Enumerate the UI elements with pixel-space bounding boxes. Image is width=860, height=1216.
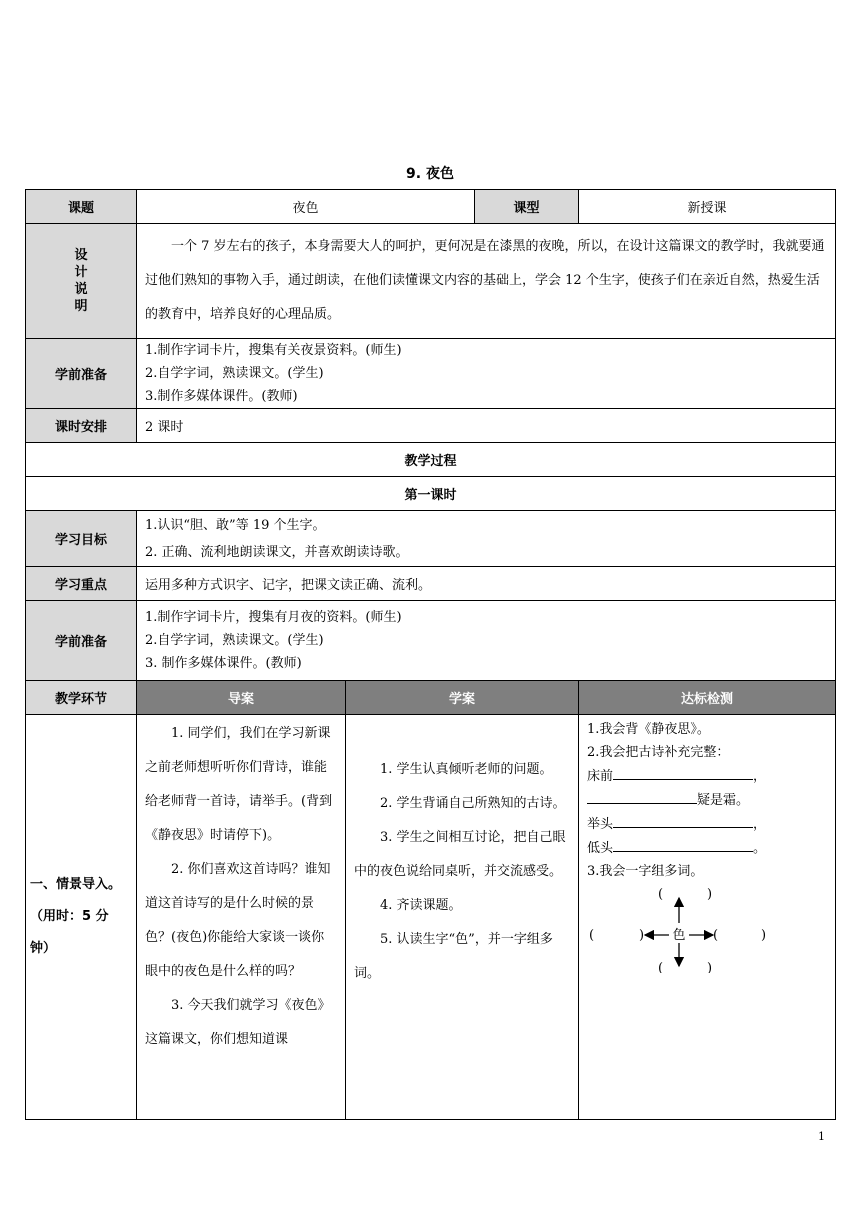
type-value: 新授课	[579, 190, 836, 224]
period-heading: 第一课时	[26, 477, 836, 511]
prep-item: 1.制作字词卡片，搜集有关夜景资料。(师生)	[145, 343, 402, 358]
learn-paragraph: 1. 学生认真倾听老师的问题。	[380, 762, 553, 777]
process-heading-row	[26, 443, 836, 477]
blank-top-close: )	[707, 887, 713, 902]
goal-item: 1.认识“胆、敢”等 19 个生字。	[145, 517, 326, 533]
column-header-row	[26, 681, 836, 715]
poem-line-d: 低头 。	[587, 836, 827, 860]
center-char: 色	[672, 928, 686, 943]
stage1-learn	[346, 715, 579, 1120]
prep2-item: 1.制作字词卡片，搜集有月夜的资料。(师生)	[145, 610, 402, 625]
word-web-diagram	[587, 883, 787, 973]
focus-value: 运用多种方式识字、记字，把课文读正确、流利。	[137, 567, 836, 601]
stage1-name	[26, 715, 137, 1120]
fill-blank[interactable]	[613, 812, 753, 828]
design-label-char: 计	[74, 265, 88, 280]
process-heading: 教学过程	[26, 443, 836, 477]
topic-row	[26, 190, 836, 224]
schedule-value: 2 课时	[137, 409, 836, 443]
prep2-label: 学前准备	[26, 601, 137, 681]
design-text-cell	[137, 224, 836, 339]
stage1-check	[579, 715, 836, 1120]
blank-right-close: )	[761, 928, 767, 943]
col-guide-header: 导案	[137, 681, 346, 715]
poem-line-c: 举头 ，	[587, 812, 827, 836]
fill-blank[interactable]	[613, 764, 753, 780]
design-row	[26, 224, 836, 339]
goals-row	[26, 511, 836, 567]
col-learn-header: 学案	[346, 681, 579, 715]
blank-top-open: (	[658, 887, 664, 902]
blank-left-close: )	[639, 928, 645, 943]
learn-paragraph: 2. 学生背诵自己所熟知的古诗。	[380, 796, 566, 811]
blank-right-open: (	[713, 928, 719, 943]
prep2-item: 3. 制作多媒体课件。(教师)	[145, 656, 302, 671]
prep-label: 学前准备	[26, 339, 137, 409]
check-item-3: 3.我会一字组多词。	[587, 864, 704, 879]
col-stage-header: 教学环节	[26, 681, 137, 715]
goal-item: 2. 正确、流利地朗读课文，并喜欢朗读诗歌。	[145, 544, 409, 560]
guide-paragraph: 3. 今天我们就学习《夜色》这篇课文，你们想知道课	[145, 998, 331, 1047]
prep-items	[137, 339, 836, 409]
topic-label: 课题	[26, 190, 137, 224]
poem-line-b: 疑是霜。	[587, 788, 827, 812]
design-text: 一个 7 岁左右的孩子，本身需要大人的呵护，更何况是在漆黑的夜晚，所以，在设计这篇课文的教学时，我就要通过他们熟知的事物入手，通过朗读，在他们读懂课文内容的基础上，学会 12 个生字，使孩子们在亲近自然，热爱生活的教育中，培养良好的心理品质。	[145, 239, 825, 322]
blank-bottom-close: )	[707, 961, 713, 973]
check-item-2: 2.我会把古诗补充完整：	[587, 745, 730, 760]
prep-item: 3.制作多媒体课件。(教师)	[145, 389, 298, 404]
prep2-item: 2.自学字词，熟读课文。(学生)	[145, 633, 324, 648]
lesson-plan-table	[25, 189, 836, 1120]
prep-row	[26, 339, 836, 409]
period-heading-row	[26, 477, 836, 511]
poem-line-a: 床前 ，	[587, 764, 827, 788]
fill-blank[interactable]	[587, 788, 697, 804]
page-number: 1	[818, 1130, 825, 1143]
stage1-name-line: 钟）	[30, 941, 57, 956]
learn-paragraph: 5. 认读生字“色”，并一字组多词。	[354, 932, 553, 981]
document-title: 9. 夜色	[406, 166, 454, 182]
design-label-char: 设	[74, 248, 88, 263]
design-label-char: 明	[74, 299, 88, 314]
focus-label: 学习重点	[26, 567, 137, 601]
guide-paragraph: 1. 同学们，我们在学习新课之前老师想听听你们背诗，谁能给老师背一首诗，请举手。(背到《静夜思》时请停下)。	[145, 726, 333, 843]
design-label	[26, 224, 137, 339]
prep-item: 2.自学字词，熟读课文。(学生)	[145, 366, 324, 381]
learn-paragraph: 4. 齐读课题。	[380, 898, 462, 913]
topic-value: 夜色	[137, 190, 475, 224]
stage1-row	[26, 715, 836, 1120]
stage1-guide	[137, 715, 346, 1120]
blank-left-open: (	[589, 928, 595, 943]
design-label-char: 说	[74, 282, 88, 297]
stage1-name-line: 一、情景导入。	[30, 877, 122, 892]
blank-bottom-open: (	[658, 961, 664, 973]
col-check-header: 达标检测	[579, 681, 836, 715]
goals-label: 学习目标	[26, 511, 137, 567]
prep2-items	[137, 601, 836, 681]
schedule-label: 课时安排	[26, 409, 137, 443]
check-item-1: 1.我会背《静夜思》。	[587, 722, 710, 737]
type-label: 课型	[475, 190, 579, 224]
fill-blank[interactable]	[613, 836, 753, 852]
schedule-row	[26, 409, 836, 443]
guide-paragraph: 2. 你们喜欢这首诗吗？谁知道这首诗写的是什么时候的景色？(夜色)你能给大家谈一谈你眼中的夜色是什么样的吗？	[145, 862, 331, 979]
goals-items	[137, 511, 836, 567]
focus-row	[26, 567, 836, 601]
stage1-name-line: （用时：5 分	[30, 909, 109, 924]
prep2-row	[26, 601, 836, 681]
learn-paragraph: 3. 学生之间相互讨论，把自己眼中的夜色说给同桌听，并交流感受。	[354, 830, 566, 879]
